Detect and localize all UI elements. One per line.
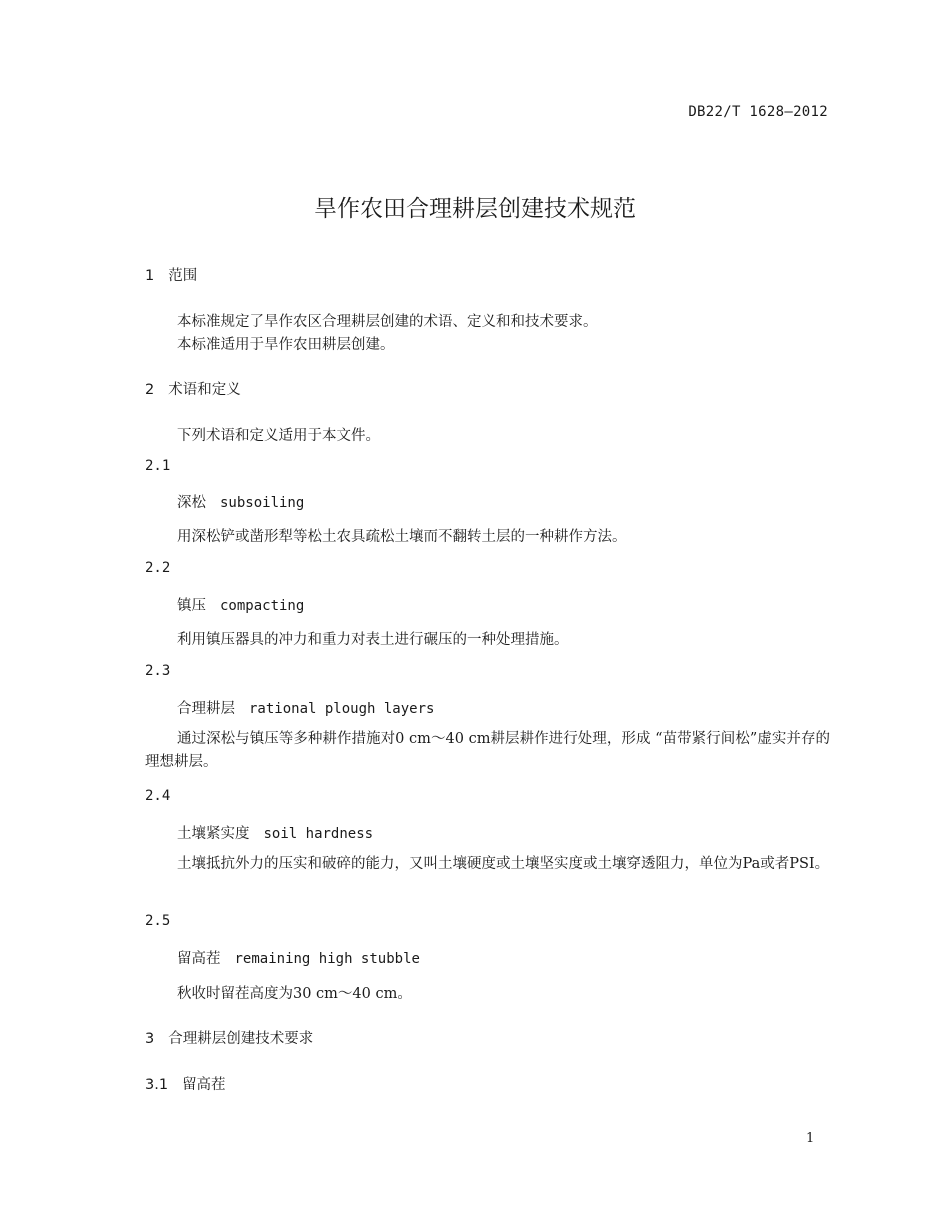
- document-code: DB22/T 1628—2012: [688, 104, 828, 120]
- scope-paragraph-1: 本标准规定了旱作农区合理耕层创建的术语、定义和和技术要求。: [177, 314, 598, 330]
- subsection-title: 留高茬: [182, 1077, 226, 1093]
- term-zh: 土壤紧实度: [177, 826, 250, 842]
- term-en: soil hardness: [263, 826, 374, 842]
- term-entry: [177, 491, 304, 512]
- term-definition: 土壤抵抗外力的压实和破碎的能力，又叫土壤硬度或土壤坚实度或土壤穿透阻力，单位为Pa或者PSI。: [177, 856, 830, 872]
- term-en: subsoiling: [220, 495, 305, 511]
- section-heading-scope: [145, 264, 197, 285]
- term-zh: 留高茬: [177, 951, 221, 967]
- term-definition: 用深松铲或凿形犁等松土农具疏松土壤而不翻转土层的一种耕作方法。: [177, 529, 627, 545]
- clause-number: 2.2: [145, 560, 171, 576]
- term-zh: 合理耕层: [177, 701, 235, 717]
- section-title: 术语和定义: [168, 382, 241, 398]
- term-zh: 镇压: [177, 598, 206, 614]
- clause-number: 2.4: [145, 788, 171, 804]
- document-title: 旱作农田合理耕层创建技术规范: [314, 196, 636, 222]
- clause-number: 2.1: [145, 458, 171, 474]
- section-number: 2: [145, 382, 155, 398]
- term-entry: [177, 697, 434, 718]
- section-heading-terms: [145, 378, 241, 399]
- section-title: 范围: [168, 268, 198, 284]
- term-entry: [177, 947, 420, 968]
- term-entry: [177, 822, 373, 843]
- section-number: 3: [145, 1031, 155, 1047]
- term-zh: 深松: [177, 495, 206, 511]
- term-en: rational plough layers: [249, 701, 435, 717]
- term-definition: 通过深松与镇压等多种耕作措施对0 cm～40 cm耕层耕作进行处理，形成 “苗带紧行间松”虚实并存的理想耕层。: [145, 731, 830, 770]
- section-heading-requirements: [145, 1027, 313, 1048]
- page-number: 1: [806, 1131, 815, 1146]
- terms-intro-paragraph: 下列术语和定义适用于本文件。: [177, 428, 380, 444]
- clause-number: 2.3: [145, 663, 171, 679]
- term-definition: 秋收时留茬高度为30 cm～40 cm。: [177, 986, 412, 1002]
- scope-paragraph-2: 本标准适用于旱作农田耕层创建。: [177, 337, 395, 353]
- term-en: remaining high stubble: [234, 951, 420, 967]
- clause-number: 2.5: [145, 913, 171, 929]
- section-number: 1: [145, 268, 155, 284]
- term-definition: 利用镇压器具的冲力和重力对表土进行碾压的一种处理措施。: [177, 632, 569, 648]
- subsection-heading: [145, 1073, 226, 1094]
- term-en: compacting: [220, 598, 305, 614]
- section-title: 合理耕层创建技术要求: [168, 1031, 314, 1047]
- subsection-number: 3.1: [145, 1077, 169, 1093]
- term-entry: [177, 594, 304, 615]
